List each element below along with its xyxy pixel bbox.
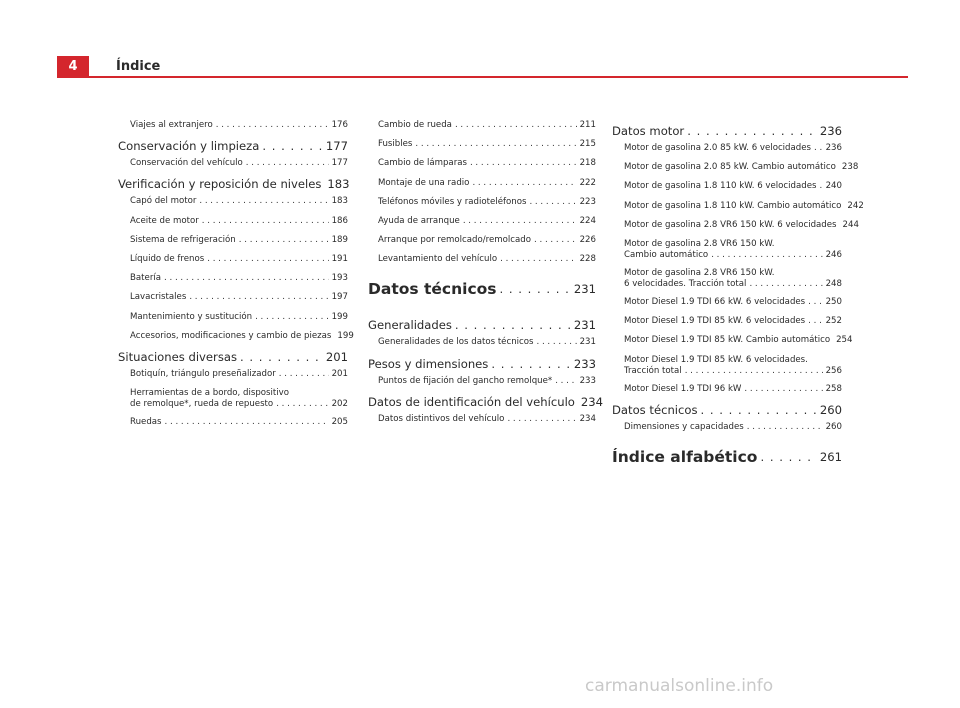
toc-entry-page: 236 — [819, 124, 842, 138]
toc-entry[interactable] — [368, 178, 596, 189]
toc-entry-label: de remolque*, rueda de repuesto — [130, 399, 274, 410]
toc-entry-page: 183 — [331, 196, 348, 207]
toc-entry-label: Datos motor — [612, 124, 685, 138]
toc-entry-page: 222 — [579, 177, 596, 188]
toc-entry-label: Generalidades — [368, 318, 452, 333]
toc-entry[interactable] — [612, 403, 842, 417]
toc-entry-page: 260 — [825, 421, 842, 432]
toc-entry-page: 215 — [579, 139, 596, 150]
dot-leader — [747, 422, 823, 433]
toc-entry-label: Motor Diesel 1.9 TDI 85 kW. Cambio automático — [624, 335, 831, 346]
toc-entry-label: 6 velocidades. Tracción total — [624, 278, 747, 289]
toc-entry-page: 234 — [579, 413, 596, 424]
dot-leader — [165, 417, 329, 428]
toc-entry-page: 224 — [579, 215, 596, 226]
toc-entry-page: 231 — [573, 282, 596, 297]
dot-leader — [207, 254, 328, 265]
toc-entry-label: Cambio de lámparas — [378, 158, 467, 169]
toc-entry-page: 233 — [573, 356, 596, 371]
toc-entry[interactable] — [612, 239, 842, 261]
toc-entry-label: Motor Diesel 1.9 TDI 66 kW. 6 velocidades — [624, 296, 806, 307]
toc-entry-label: Índice alfabético — [612, 447, 758, 466]
dot-leader — [463, 216, 577, 227]
toc-entry-page: 211 — [579, 120, 596, 130]
toc-entry[interactable] — [118, 139, 348, 153]
dot-leader — [202, 216, 329, 227]
page-number-badge — [57, 56, 89, 76]
toc-entry[interactable] — [368, 139, 596, 150]
toc-entry-page: 261 — [819, 449, 842, 464]
toc-entry[interactable] — [118, 388, 348, 410]
toc-entry-label: Fusibles — [378, 139, 413, 150]
toc-entry-label-line1: Motor de gasolina 2.8 VR6 150 kW. — [624, 238, 775, 249]
toc-entry[interactable] — [612, 316, 842, 327]
dot-leader — [819, 181, 822, 192]
dot-leader — [455, 120, 577, 131]
dot-leader — [500, 279, 571, 298]
toc-entry-label: Mantenimiento y sustitución — [130, 311, 253, 322]
toc-entry[interactable] — [368, 120, 596, 131]
dot-leader — [685, 366, 823, 377]
dot-leader — [246, 158, 329, 169]
dot-leader — [537, 337, 577, 348]
dot-leader — [701, 403, 817, 417]
toc-entry[interactable] — [368, 357, 596, 371]
toc-entry-label: Aceite de motor — [130, 215, 199, 226]
toc-entry-page: 226 — [579, 235, 596, 246]
toc-entry[interactable] — [118, 292, 348, 303]
toc-entry[interactable] — [118, 216, 348, 227]
toc-entry-label: Generalidades de los datos técnicos — [378, 337, 534, 348]
toc-entry[interactable] — [612, 335, 853, 346]
toc-entry-page: 254 — [836, 335, 853, 346]
toc-entry[interactable] — [612, 422, 842, 433]
toc-entry-label: Motor de gasolina 2.8 VR6 150 kW. 6 velocidades — [624, 219, 837, 230]
dot-leader — [744, 384, 822, 395]
toc-entry[interactable] — [118, 235, 348, 246]
header-rule — [57, 76, 908, 78]
toc-entry-page: 248 — [825, 278, 842, 289]
toc-entry-page: 183 — [327, 177, 350, 192]
toc-entry-page: 242 — [847, 200, 864, 211]
toc-entry[interactable] — [612, 268, 842, 290]
dot-leader — [808, 316, 822, 327]
toc-entry[interactable] — [368, 216, 596, 227]
toc-entry[interactable] — [118, 312, 348, 323]
toc-entry-page: 260 — [819, 402, 842, 417]
dot-leader — [808, 297, 822, 308]
toc-entry-page: 199 — [331, 311, 348, 322]
toc-entry-page: 244 — [842, 219, 859, 230]
toc-entry[interactable] — [368, 376, 596, 387]
toc-entry-page: 250 — [825, 296, 842, 307]
watermark: carmanualsonline.info — [585, 676, 774, 696]
toc-entry[interactable] — [612, 297, 842, 308]
dot-leader — [276, 399, 328, 410]
dot-leader — [255, 312, 329, 323]
dot-leader — [555, 376, 576, 387]
dot-leader — [711, 250, 822, 261]
toc-entry-page: 233 — [579, 375, 596, 386]
toc-entry[interactable] — [118, 350, 348, 364]
toc-entry-page: 197 — [331, 292, 348, 303]
toc-entry-page: 231 — [573, 318, 596, 333]
toc-entry-page: 201 — [331, 368, 348, 379]
dot-leader — [814, 143, 823, 154]
toc-entry-label: Lavacristales — [130, 292, 187, 303]
toc-entry-page: 256 — [825, 365, 842, 376]
dot-leader — [760, 447, 816, 466]
toc-entry-page: 218 — [579, 158, 596, 169]
toc-entry-label: Sistema de refrigeración — [130, 234, 236, 245]
toc-entry[interactable] — [368, 254, 596, 265]
dot-leader — [529, 197, 576, 208]
toc-entry-label: Arranque por remolcado/remolcado — [378, 235, 532, 246]
toc-entry-label: Datos de identificación del vehículo — [368, 394, 575, 409]
dot-leader — [262, 139, 323, 153]
toc-entry-label: Accesorios, modificaciones y cambio de piezas — [130, 330, 332, 341]
toc-entry-label: Motor de gasolina 1.8 110 kW. Cambio automático — [624, 200, 842, 211]
dot-leader — [239, 235, 329, 246]
dot-leader — [534, 235, 577, 246]
toc-entry-label: Ruedas — [130, 417, 162, 428]
toc-entry-label: Motor Diesel 1.9 TDI 96 kW — [624, 383, 742, 394]
toc-entry-page: 199 — [337, 330, 354, 341]
dot-leader — [415, 139, 576, 150]
toc-entry-page: 236 — [825, 143, 842, 153]
toc-entry-label-line1: Motor de gasolina 2.8 VR6 150 kW. — [624, 267, 775, 278]
toc-entry-label: Datos técnicos — [368, 280, 497, 299]
dot-leader — [472, 178, 576, 189]
toc-entry-page: 177 — [331, 158, 348, 169]
dot-leader — [687, 124, 817, 138]
toc-entry[interactable] — [368, 158, 596, 169]
toc-entry-label: Líquido de frenos — [130, 253, 205, 264]
dot-leader — [491, 357, 571, 371]
toc-entry[interactable] — [612, 355, 842, 377]
toc-entry-label: Motor Diesel 1.9 TDI 85 kW. 6 velocidades — [624, 316, 806, 327]
toc-entry[interactable] — [118, 254, 348, 265]
dot-leader — [500, 254, 576, 265]
toc-entry-page: 191 — [331, 253, 348, 264]
toc-entry[interactable] — [368, 414, 596, 425]
toc-entry[interactable] — [118, 158, 348, 169]
toc-entry-label: Cambio automático — [624, 249, 709, 260]
toc-entry-page: 193 — [331, 273, 348, 284]
toc-entry-page: 177 — [325, 139, 348, 154]
toc-entry-label: Cambio de rueda — [378, 120, 452, 130]
toc-entry-page: 202 — [331, 399, 348, 410]
toc-entry-page: 186 — [331, 215, 348, 226]
toc-entry-label: Motor de gasolina 1.8 110 kW. 6 velocidades — [624, 181, 817, 192]
toc-entry[interactable] — [118, 273, 348, 284]
toc-entry-label: Teléfonos móviles y radioteléfonos — [378, 196, 527, 207]
toc-entry[interactable] — [368, 235, 596, 246]
toc-entry-page: 176 — [331, 120, 348, 130]
toc-entry-page: 228 — [579, 254, 596, 265]
toc-entry-label: Tracción total — [624, 365, 682, 376]
toc-entry-label: Botiquín, triángulo preseñalizador — [130, 368, 276, 379]
toc-entry[interactable] — [612, 124, 842, 138]
toc-entry-label: Motor de gasolina 2.0 85 kW. 6 velocidades — [624, 143, 812, 153]
toc-entry-page: 258 — [825, 383, 842, 394]
toc-entry-label: Batería — [130, 273, 162, 284]
toc-entry[interactable] — [612, 181, 842, 192]
toc-entry-label: Pesos y dimensiones — [368, 356, 489, 371]
toc-entry-label: Conservación y limpieza — [118, 139, 260, 154]
toc-entry-label: Conservación del vehículo — [130, 158, 243, 169]
toc-entry[interactable] — [118, 417, 348, 428]
toc-entry[interactable] — [118, 177, 348, 191]
toc-entry-page: 252 — [825, 316, 842, 327]
toc-entry-label: Verificación y reposición de niveles — [118, 177, 322, 192]
toc-entry-page: 201 — [325, 349, 348, 364]
toc-entry-page: 234 — [580, 394, 604, 409]
toc-entry[interactable] — [612, 162, 859, 173]
toc-entry-page: 223 — [579, 196, 596, 207]
toc-entry-label: Datos técnicos — [612, 402, 698, 417]
dot-leader — [240, 350, 323, 364]
toc-entry[interactable] — [612, 219, 859, 231]
toc-entry-page: 205 — [331, 417, 348, 428]
toc-entry-label: Motor de gasolina 2.0 85 kW. Cambio automático — [624, 162, 836, 173]
toc-column-2 — [368, 120, 604, 433]
toc-entry-label: Ayuda de arranque — [378, 215, 460, 226]
page-number: 4 — [68, 59, 78, 74]
toc-entry[interactable] — [612, 200, 864, 212]
toc-entry-label: Capó del motor — [130, 196, 197, 207]
dot-leader — [199, 196, 328, 207]
toc-entry-page: 246 — [825, 249, 842, 260]
toc-entry-label: Datos distintivos del vehículo — [378, 413, 505, 424]
toc-entry-label-line1: Herramientas de a bordo, dispositivo — [130, 388, 290, 399]
toc-entry-page: 240 — [825, 181, 842, 192]
toc-entry[interactable] — [612, 384, 842, 395]
toc-entry-label: Montaje de una radio — [378, 177, 470, 188]
toc-column-1 — [118, 120, 354, 436]
dot-leader — [189, 292, 328, 303]
toc-entry[interactable] — [118, 120, 348, 131]
page-title: Índice — [116, 59, 161, 74]
toc-entry-page: 189 — [331, 234, 348, 245]
toc-entry-label: Dimensiones y capacidades — [624, 421, 744, 432]
toc-entry[interactable] — [368, 197, 596, 208]
toc-entry-page: 238 — [841, 162, 859, 173]
toc-entry-page: 231 — [579, 337, 596, 348]
toc-entry-label: Situaciones diversas — [118, 349, 238, 364]
toc-entry-label: Levantamiento del vehículo — [378, 254, 498, 265]
toc-entry-label-line1: Motor Diesel 1.9 TDI 85 kW. 6 velocidades. — [624, 354, 808, 365]
dot-leader — [279, 369, 329, 380]
toc-entry[interactable] — [368, 318, 596, 332]
dot-leader — [164, 273, 329, 284]
toc-column-3 — [612, 120, 864, 486]
toc-entry-label: Puntos de fijación del gancho remolque* — [378, 375, 553, 386]
toc-entry[interactable] — [118, 196, 348, 207]
toc-entry-label: Viajes al extranjero — [130, 120, 213, 130]
toc-entry[interactable] — [368, 394, 604, 409]
dot-leader — [507, 414, 576, 425]
toc-entry[interactable] — [368, 337, 596, 348]
dot-leader — [749, 279, 822, 290]
toc-entry[interactable] — [368, 279, 596, 298]
dot-leader — [455, 318, 571, 332]
toc-entry[interactable] — [118, 369, 348, 380]
dot-leader — [216, 120, 329, 131]
toc-entry[interactable] — [612, 143, 842, 154]
toc-entry[interactable] — [612, 447, 842, 466]
dot-leader — [470, 158, 577, 169]
toc-entry[interactable] — [118, 330, 354, 342]
